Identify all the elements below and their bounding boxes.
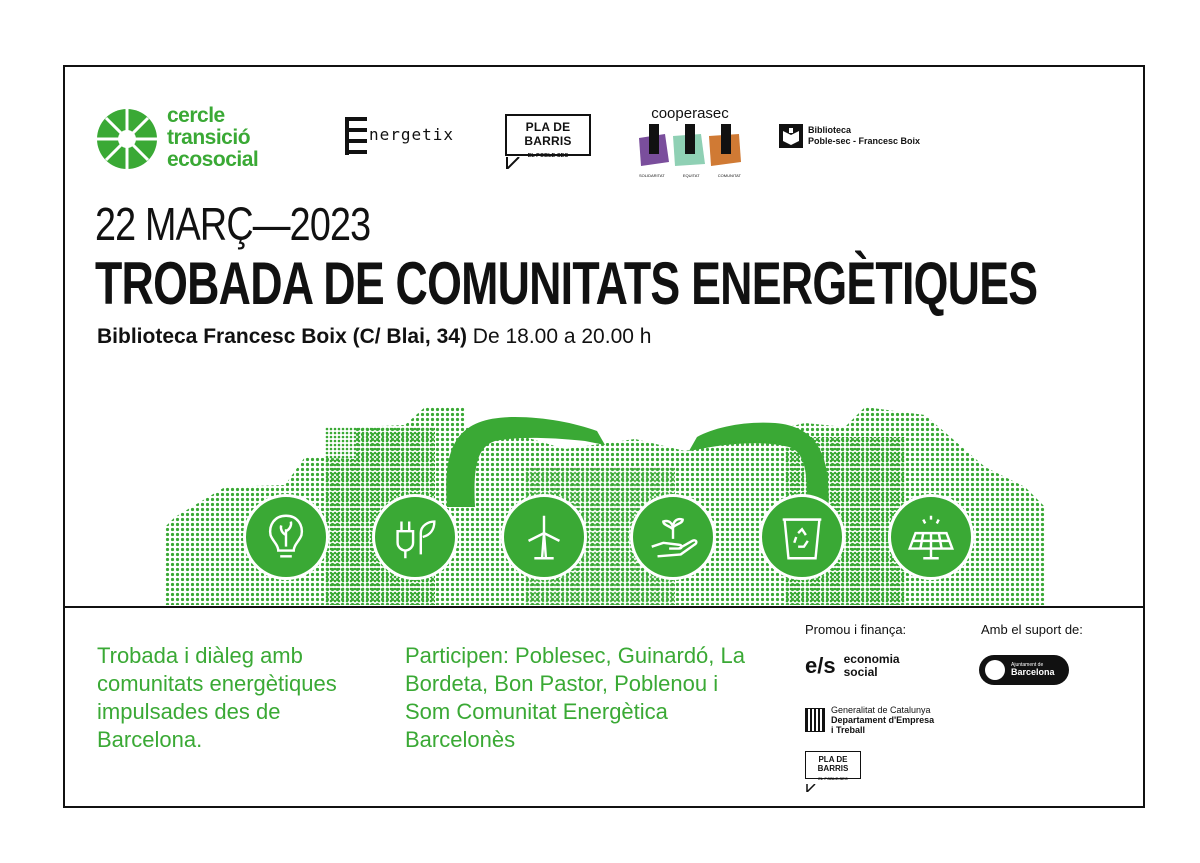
cercle-line1: cercle: [167, 104, 225, 127]
energetix-e-icon: [345, 117, 369, 155]
es-line1: economia: [843, 652, 900, 666]
pla-de-barris-logo: [505, 114, 595, 172]
cercle-transicio-logo: [95, 105, 295, 175]
economia-social-logo: [805, 653, 900, 679]
venue-address: Biblioteca Francesc Boix (C/ Blai, 34): [97, 325, 467, 348]
pla2-title: PLA DE BARRIS: [817, 755, 849, 773]
event-description: Trobada i diàleg amb comunitats energètiques impulsades des de Barcelona.: [97, 643, 337, 752]
speech-tail-small-icon: [805, 784, 819, 792]
event-title: TROBADA DE COMUNITATS ENERGÈTIQUES: [95, 250, 1038, 317]
hand-sprout-icon: [630, 494, 716, 580]
recycle-bin-icon: [759, 494, 845, 580]
gencat-line1: Generalitat de Catalunya: [831, 705, 931, 715]
coop-label-1: SOLIDARITAT: [639, 173, 665, 178]
lightbulb-plant-icon: [243, 494, 329, 580]
ajuntament-logo: [979, 655, 1069, 685]
es-line2: social: [843, 665, 878, 679]
ajunt-line2: Barcelona: [1011, 667, 1055, 677]
cercle-emblem-icon: [95, 107, 159, 171]
biblioteca-line2: Poble-sec - Francesc Boix: [808, 136, 921, 146]
solar-panel-icon: [888, 494, 974, 580]
pla-subtitle: EL POBLE-SEC: [527, 153, 569, 159]
suport-label: Amb el suport de:: [981, 622, 1083, 637]
speech-tail-icon: [505, 157, 525, 169]
poster-frame: [63, 65, 1145, 808]
pla-title: PLA DE BARRIS: [524, 120, 572, 148]
event-time: De 18.00 a 20.00 h: [472, 325, 652, 348]
event-venue: [97, 325, 651, 349]
generalitat-flag-icon: [805, 708, 825, 732]
pla-de-barris-small-logo: [805, 751, 863, 789]
cercle-line3: ecosocial: [167, 148, 259, 171]
generalitat-logo: [805, 705, 934, 735]
coop-label-3: COMUNITAT: [717, 173, 741, 178]
energetix-wordmark: nergetix: [369, 125, 455, 144]
cooperasec-title: cooperasec: [651, 105, 729, 122]
pla2-subtitle: EL POBLE-SEC: [818, 776, 848, 781]
gencat-line3: i Treball: [831, 725, 866, 735]
cercle-line2: transició: [167, 126, 251, 149]
event-date: 22 MARÇ—2023: [95, 198, 371, 250]
cooperasec-figures-icon: [635, 122, 745, 166]
barcelona-seal-icon: [985, 660, 1005, 680]
energetix-logo: [345, 117, 455, 157]
ajunt-line1: Ajuntament de: [1011, 662, 1044, 668]
es-mark: e/s: [805, 653, 836, 678]
biblioteca-line1: Biblioteca: [808, 125, 852, 135]
cooperasec-logo: [635, 105, 745, 185]
section-divider: [65, 606, 1143, 608]
biblioteca-book-icon: [779, 124, 803, 148]
participants-text: Participen: Poblesec, Guinardó, La Bordeta, Bon Pastor, Poblenou i Som Comunitat Energètica Barcelonès: [405, 643, 745, 752]
gencat-line2: Departament d'Empresa: [831, 715, 935, 725]
biblioteca-logo: [779, 124, 920, 148]
icon-row: [243, 494, 974, 580]
coop-label-2: EQUITAT: [682, 173, 700, 178]
plug-leaf-icon: [372, 494, 458, 580]
wind-turbine-icon: [501, 494, 587, 580]
promou-label: Promou i finança:: [805, 622, 907, 637]
